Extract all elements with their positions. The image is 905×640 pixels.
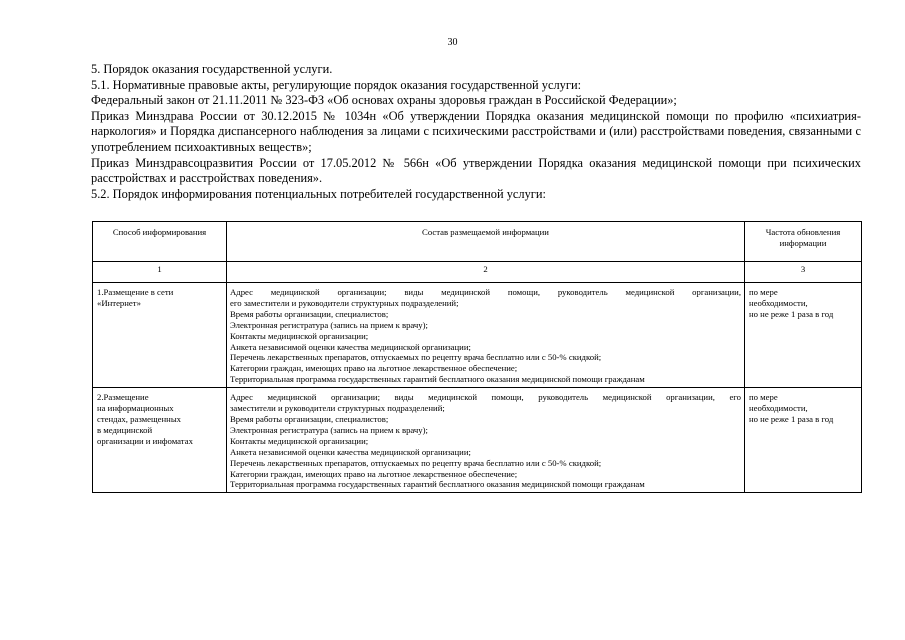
frequency-line: необходимости,: [749, 403, 808, 414]
method-line: организации и инфоматах: [97, 435, 193, 446]
frequency-line: по мере: [749, 287, 778, 297]
legal-act-federal-law: Федеральный закон от 21.11.2011 № 323-ФЗ «Об основах охраны здоровья граждан в Российской Федерации»;: [91, 93, 677, 108]
frequency-cell: [745, 388, 862, 493]
content-line: Анкета независимой оценки качества медицинской организации;: [230, 446, 471, 457]
content-line: Перечень лекарственных препаратов, отпускаемых по рецепту врача бесплатно или с 50-% скидкой;: [230, 457, 602, 468]
content-line: Время работы организации, специалистов;: [230, 308, 389, 319]
method-line: 1.Размещение в сети: [97, 287, 174, 297]
content-line: Территориальная программа государственных гарантий бесплатного оказания медицинской помощи гражданам: [230, 479, 645, 490]
content-line: его заместители и руководители структурных подразделений;: [230, 297, 459, 308]
method-line: в медицинской: [97, 424, 153, 435]
content-line: Перечень лекарственных препаратов, отпускаемых по рецепту врача бесплатно или с 50-% скидкой;: [230, 352, 602, 363]
page-number: 30: [447, 37, 458, 48]
column-number: 1: [93, 262, 227, 283]
content-line: Анкета независимой оценки качества медицинской организации;: [230, 341, 471, 352]
content-line: Категории граждан, имеющих право на льготное лекарственное обеспечение;: [230, 363, 518, 374]
frequency-line: по мере: [749, 392, 778, 403]
content-cell: [227, 388, 745, 493]
content-line: Адрес медицинской организации; виды медицинской помощи, руководитель медицинской организации,: [230, 287, 741, 297]
method-line: «Интернет»: [97, 297, 141, 308]
frequency-line: но не реже 1 раза в год: [749, 413, 834, 424]
subsection-heading-informing: 5.2. Порядок информирования потенциальных потребителей государственной услуги:: [91, 186, 546, 201]
content-line: Территориальная программа государственных гарантий бесплатного оказания медицинской помощи гражданам: [230, 374, 645, 385]
informing-table: [92, 221, 862, 493]
content-line: Адрес медицинской организации; виды медицинской помощи, руководитель медицинской организации, его: [230, 392, 741, 403]
header-method: Способ информирования: [93, 222, 227, 262]
content-line: Электронная регистратура (запись на прием к врачу);: [230, 319, 428, 330]
section-heading: 5. Порядок оказания государственной услуги.: [91, 62, 333, 76]
column-number: 3: [745, 262, 862, 283]
table-row: [93, 388, 862, 493]
table-header-row: [93, 222, 862, 262]
content-line: Электронная регистратура (запись на прием к врачу);: [230, 424, 428, 435]
content-line: Контакты медицинской организации;: [230, 435, 369, 446]
method-line: стендах, размещенных: [97, 413, 182, 424]
method-cell: [93, 388, 227, 493]
method-line: на информационных: [97, 403, 174, 414]
content-line: заместители и руководители структурных подразделений;: [230, 403, 445, 414]
subsection-heading: 5.1. Нормативные правовые акты, регулирующие порядок оказания государственной услуги:: [91, 77, 582, 92]
frequency-line: но не реже 1 раза в год: [749, 308, 834, 319]
method-cell: [93, 283, 227, 388]
table-number-row: [93, 262, 862, 283]
content-line: Категории граждан, имеющих право на льготное лекарственное обеспечение;: [230, 468, 518, 479]
legal-act-order-566n: Приказ Минздравсоцразвития России от 17.05.2012 № 566н «Об утверждении Порядка оказания медицинской помощи при психических расстройствах и расстройствах поведения».: [91, 155, 861, 186]
content-line: Время работы организации, специалистов;: [230, 413, 389, 424]
header-content: Состав размещаемой информации: [227, 222, 745, 262]
column-number: 2: [227, 262, 745, 283]
table-row: [93, 283, 862, 388]
header-frequency: Частота обновления информации: [745, 222, 862, 262]
legal-act-order-1034n: Приказ Минздрава России от 30.12.2015 № 1034н «Об утверждении Порядка оказания медицинской помощи по профилю «психиатрия-наркология» и Порядка диспансерного наблюдения за лицами с психическими расстройствами и (или) расстройствами поведения, связанными с употреблением психоактивных веществ»;: [91, 108, 861, 154]
content-cell: [227, 283, 745, 388]
content-line: Контакты медицинской организации;: [230, 330, 369, 341]
method-line: 2.Размещение: [97, 392, 149, 403]
document-body: [91, 62, 861, 202]
frequency-line: необходимости,: [749, 297, 808, 308]
frequency-cell: [745, 283, 862, 388]
